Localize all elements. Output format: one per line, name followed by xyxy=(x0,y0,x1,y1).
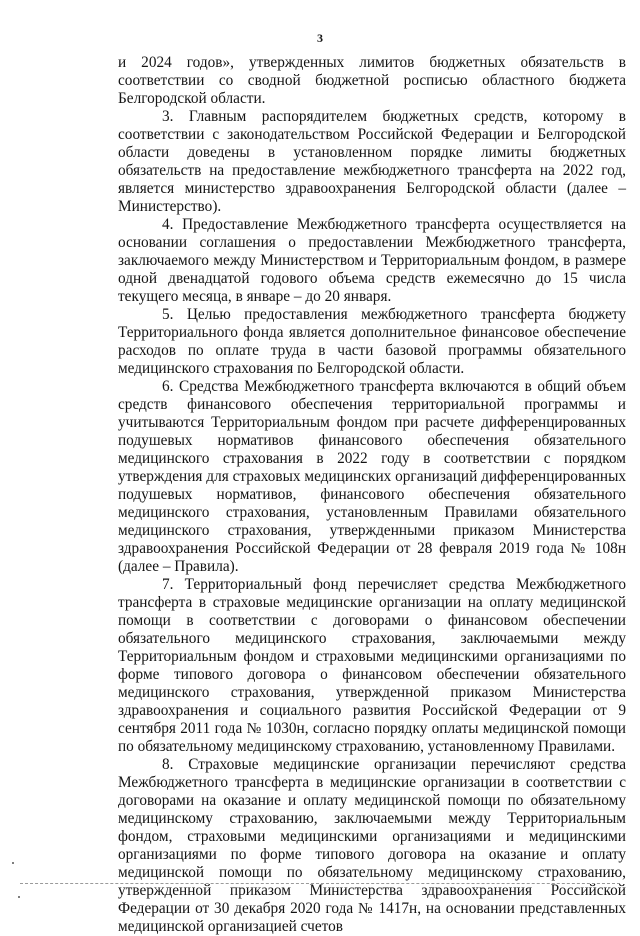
paragraph-6: 6. Средства Межбюджетного трансферта включаются в общий объем средств финансового обеспечения территориальной программы и учитываются Территориальным фондом при расчете дифференцированных подушевых нормативов финансового обеспечения обязательного медицинского страхования в 2022 году в соответствии с порядком утверждения для страховых медицинских организаций дифференцированных подушевых нормативов, финансового обеспечения обязательного медицинского страхования, установленным Правилами обязательного медицинского страхования, утвержденными приказом Министерства здравоохранения Российской Федерации от 28 февраля 2019 года № 108н (далее – Правила). xyxy=(118,378,626,575)
paragraph-7: 7. Территориальный фонд перечисляет средства Межбюджетного трансферта в страховые медицинские организации на оплату медицинской помощи в соответствии с договорами о финансовом обеспечении обязательного медицинского страхования, заключаемыми между Территориальным фондом и страховыми медицинскими организациями по форме типового договора о финансовом обеспечении обязательного медицинского страхования, утвержденной приказом Министерства здравоохранения и социального развития Российской Федерации от 9 сентября 2011 года № 1030н, согласно порядку оплаты медицинской помощи по обязательному медицинскому страхованию, установленному Правилами. xyxy=(118,576,626,755)
paragraph-4: 4. Предоставление Межбюджетного трансферта осуществляется на основании соглашения о предоставлении Межбюджетного трансферта, заключаемого между Министерством и Территориальным фондом, в размере одной двенадцатой годового объема средств ежемесячно до 15 числа текущего месяца, в январе – до 20 января. xyxy=(118,216,626,305)
paragraph-3: 3. Главным распорядителем бюджетных средств, которому в соответствии с законодательством Российской Федерации и Белгородской области доведены в установленном порядке лимиты бюджетных обязательств на предоставление межбюджетного трансферта на 2022 год, является министерство здравоохранения Белгородской области (далее – Министерство). xyxy=(118,108,626,215)
paragraph-8: 8. Страховые медицинские организации перечисляют средства Межбюджетного трансферта в медицинские организации в соответствии с договорами на оказание и оплату медицинской помощи по обязательному медицинскому страхованию, заключаемыми между Территориальным фондом, страховыми медицинскими организациями и медицинскими организациями по форме типового договора на оказание и оплату медицинской помощи по обязательному медицинскому страхованию, утвержденной приказом Министерства здравоохранения Российской Федерации от 30 декабря 2020 года № 1417н, на основании представленных медицинской организацией счетов xyxy=(118,756,626,935)
scan-speck xyxy=(12,862,14,864)
paragraph-5: 5. Целью предоставления межбюджетного трансферта бюджету Территориального фонда является дополнительное финансовое обеспечение расходов по оплате труда в части базовой программы обязательного медицинского страхования по Белгородской области. xyxy=(118,306,626,377)
document-body xyxy=(118,54,626,936)
page-number: 3 xyxy=(317,31,323,45)
paragraph-continuation: и 2024 годов», утвержденных лимитов бюджетных обязательств в соответствии со сводной бюджетной росписью областного бюджета Белгородской области. xyxy=(118,54,626,107)
scan-footer-line xyxy=(20,883,620,884)
scan-speck xyxy=(18,896,20,898)
